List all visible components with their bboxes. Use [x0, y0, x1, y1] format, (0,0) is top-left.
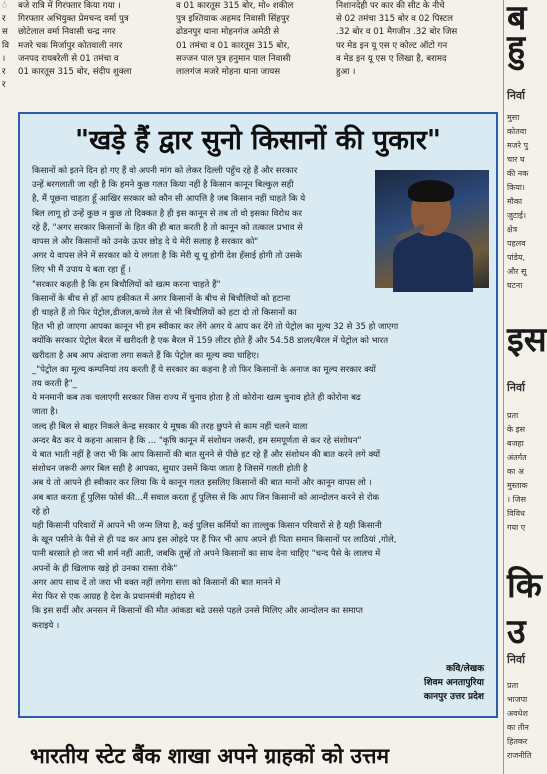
column-line: जनपद रायबरेली से 01 तमंचा व: [18, 53, 119, 64]
right-strip-text: और सू: [507, 267, 527, 276]
right-strip-text: राजनीति: [507, 751, 532, 760]
right-strip-text: । जिस: [507, 495, 526, 504]
right-strip-head: हु: [507, 28, 526, 68]
column-line: ं: [2, 1, 8, 11]
right-strip-text: विविध: [507, 509, 525, 518]
right-strip-text: क्षेत्र: [507, 225, 518, 234]
article-body-line: रहे हो: [32, 506, 50, 517]
article-body-line: बिल लागू हो उन्हें कुछ न कुछ तो दिक्कत है ही इस कानून से तब तो वो इसका विरोध कर: [32, 208, 303, 219]
article-body-line: ही चाहते हैं तो फिर पेट्रोल,डीजल,कच्चे तेल से भी बिचौलियों को हटा दो तो किसानों का: [32, 308, 297, 319]
column-line: स: [2, 27, 8, 38]
right-strip-text: मुस्ताक: [507, 481, 528, 490]
article-body-line: तय करती है"_: [32, 379, 77, 390]
right-strip-sub: निर्वा: [507, 653, 525, 666]
byline-name: शिवम अनतापुरिया: [424, 678, 484, 688]
right-strip-text: हितकर: [507, 737, 528, 746]
right-strip-text: मौका: [507, 197, 523, 206]
column-line: र: [2, 14, 6, 25]
right-strip-text: जुटाई।: [507, 211, 526, 220]
column-line: बजे रात्रि में गिरफ्तार किया गया ।: [18, 1, 121, 11]
article-body: [32, 164, 398, 633]
column-line: निशानदेही पर कार की सीट के नीचे: [336, 1, 445, 11]
bottom-headline: भारतीय स्टेट बैंक शाखा अपने ग्राहकों को उत्तम: [30, 743, 390, 768]
article-body-line: यही किसानी परिवारों में आपने भी जन्म लिया है, कई पुलिस कर्मियों का ताल्लुक किसान परिवारों से है यही किसानी: [32, 521, 382, 532]
article-body-line: है, मैं पूछना चाहता हूँ आखिर सरकार को कौन सी आपत्ति है जब किसान नहीं चाहते कि ये: [32, 194, 306, 205]
right-strip-text: भाजपा: [507, 695, 528, 704]
right-strip-text: कोतवा: [507, 127, 527, 136]
article-body-line: _"पेट्रोल का मूल्य कम्पनियां तय करती हैं ये सरकार का कहना है तो फिर किसानों के अनाज का मूल्य सरकार क्यों: [32, 364, 376, 375]
article-body-line: लिए भी मैं उपाय ये बता रहा हूँ ।: [32, 265, 131, 276]
article-body-line: अगर ये वापस लेने में सरकार को ये लगता है कि मेरी थू थू होगी देश हँसाई होगी तो उसके: [32, 251, 302, 262]
article-body-line: किसानों को इतने दिन हो गए हैं वो अपनी मांग को लेकर दिल्ली पहुँच रहे हैं और सरकार: [32, 166, 298, 176]
right-strip-text: गया ए: [507, 523, 526, 532]
right-strip-text: का अ: [507, 467, 524, 476]
column-line: हुआ ।: [336, 67, 356, 78]
column-line: पर मेड इन यू एस ए कोल्ट ऑटो गन: [336, 40, 448, 51]
article-body-line: कराइये ।: [32, 620, 60, 631]
right-strip-text: मजरे पु: [507, 141, 529, 150]
top-column-3: [176, 0, 328, 100]
column-line: पुत्र इश्तियाक अहमद निवासी सिंहपुर: [176, 14, 290, 25]
column-line: मजरे चक मिर्जापुर कोतवाली नगर: [18, 40, 123, 51]
right-strip-text: चार घ: [507, 155, 525, 164]
right-strip-text: प्रता: [507, 411, 519, 420]
photo-body-shape: [393, 232, 473, 292]
article-body-line: खरीदता है अब आप अंदाजा लगा सकते हैं कि पेट्रोल का मूल्य क्या चाहिए।: [32, 350, 260, 361]
right-strip-head: कि: [507, 566, 542, 606]
article-body-line: संशोधन जरूरी अगर बिल सही है आपका, सुधार उसमें किया जाता है जिसमें गलती होती है: [32, 464, 308, 475]
article-body-line: अन्दर बैठ कर ये कहना आसान है कि ... "कृषि कानून में संशोधन जरूरी, हम समपूर्णता से कर रहे संशोधन": [32, 435, 362, 446]
column-line: ।: [2, 53, 6, 64]
byline-place: कानपुर उत्तर प्रदेश: [423, 692, 484, 702]
column-line: से 02 तमंचा 315 बोर व 02 पिस्टल: [336, 14, 453, 25]
column-line: लालगंज मजरे मोहना थाना जायस: [176, 67, 281, 78]
byline-role: कवि/लेखक: [446, 664, 484, 674]
article-headline: "खड़े हैं द्वार सुनो किसानों की पुकार": [75, 125, 441, 156]
right-strip-head: उ: [507, 612, 526, 652]
right-strip-text: के इस: [507, 425, 526, 434]
article-body-line: हित भी हो जाएगा आपका कानून भी हम स्वीकार कर लेंगे अगर ये आप कर देंगे तो पेट्रोल का मूल्य 32 से 35 हो जाएगा: [32, 322, 399, 333]
article-body-line: वापस ले और किसानों को उनके ऊपर छोड़ दे ये मेरी सलाह है सरकार को": [32, 237, 259, 248]
column-line: .32 बोर व 01 मैगजीन .32 बोर जिस: [336, 27, 458, 38]
right-strip-text: प्रता: [507, 681, 519, 690]
article-body-line: ये मनमानी कब तक चलाएगी सरकार जिस राज्य में चुनाव होता है तो कोरोना खत्म चुनाव होते ही कोरोना बढ: [32, 393, 361, 404]
right-strip-text: बजहा: [507, 439, 524, 448]
top-news-columns: [0, 0, 505, 106]
column-line: वि: [2, 40, 10, 51]
column-line: सज्जन पाल पुत्र हनुमान पाल निवासी: [176, 53, 291, 64]
right-strip-text: की नक: [507, 169, 529, 178]
article-body-line: अगर आप साथ दें तो जरा भी वक्त नहीं लगेगा सत्ता को किसानों की बात मानने में: [32, 577, 281, 588]
right-strip-head: ब: [507, 0, 527, 38]
article-body-line: अपनों के ही खिलाफ खड़े हो उनका रास्ता रोके": [32, 563, 178, 574]
right-strip-text: मुसा: [507, 113, 520, 122]
column-line: छोटेलाल वर्मा निवासी चन्द्र नगर: [18, 27, 116, 38]
article-body-line: उन्हें बरगलाती जा रही है कि हमने कुछ गलत किया नहीं है किसान कानून बिल्कुल सही: [32, 180, 294, 191]
article-body-line: रहे हैं, "अगर सरकार किसानों के हित की ही बात करती है तो कानून को तत्काल प्रभाव से: [32, 222, 303, 233]
right-strip-text: पहलव: [507, 239, 526, 248]
article-box: [18, 112, 498, 718]
article-body-line: क्योंकि सरकार पेट्रोल बैरल में खरीदती है एक बैरल में 159 लीटर होते हैं और 54.58 डालर/बैरल में पेट्रोल को भारत: [32, 336, 389, 347]
right-column-strip: [503, 0, 547, 774]
article-body-line: पानी बरसाते हो जरा भी शर्म नहीं आती, जबकि तुम्हें तो अपने किसानों का साथ देना चाहिए "चन्द पैसे के लालच में: [32, 549, 381, 560]
column-line: 01 तमंचा व 01 कारतूस 315 बोर,: [176, 40, 290, 51]
right-strip-text: अंतर्गत: [507, 453, 527, 462]
right-strip-text: किया।: [507, 183, 525, 192]
article-body-line: के खून पसीने के पैसे से ही पढ कर आप इस ओहदे पर हैं फिर भी आप अपने ही पिता समान किसानों पर लाठियां ,गोले,: [32, 535, 397, 546]
right-strip-sub: निर्वा: [507, 89, 525, 102]
column-line: र: [2, 67, 6, 78]
article-body-line: अब ये तो आपने ही स्वीकार कर लिया कि ये कानून गलत इसलिए किसानों की बात मानों और कानून वापस लो ।: [32, 478, 372, 489]
right-strip-text: पांडेय,: [507, 253, 526, 262]
column-line: 01 कारतूस 315 बोर, संदीप शुक्ला: [18, 67, 132, 78]
top-column-4: [336, 0, 496, 100]
right-strip-text: घटना: [507, 281, 523, 290]
column-line: ढोडनपुर थाना मोहनगंज अमेठी से: [176, 27, 280, 38]
column-line: व 01 कारतूस 315 बोर, मो० शकील: [176, 1, 294, 11]
right-strip-text: अवधेश: [507, 709, 528, 718]
column-line: गिरफ्तार अभियुक्त प्रेमचन्द वर्मा पुत्र: [18, 14, 129, 25]
right-strip-text: का तीन: [507, 723, 529, 732]
top-column-1: [2, 0, 12, 100]
article-body-line: कि इस सर्दी और अनसन में किसानों की मौत आंकडा बढे उससे पहले उनसे मिलिए और आन्दोलन का समाप्त: [32, 606, 363, 617]
photo-hair-shape: [408, 180, 454, 202]
right-strip-head: इस: [507, 320, 547, 360]
article-body-line: अब बात करता हूँ पुलिस फोर्स की...मैं सवाल करता हूँ पुलिस से कि आप जिन किसानों को आन्दोलन करने से रोक: [32, 492, 380, 503]
column-line: व मेड इन यू एस ए लिखा है, बरामद: [336, 53, 447, 64]
right-strip-sub: निर्वा: [507, 381, 525, 394]
article-byline: [424, 662, 484, 704]
column-line: र: [2, 80, 6, 91]
article-body-line: मेरा फिर से एक आग्रह है देश के प्रधानमंत्री महोदय से: [32, 592, 195, 603]
article-body-line: किसानों के बीच से हाँ आप हकीकत में अगर किसानों के बीच से बिचौलियों को हटाना: [32, 293, 291, 304]
article-body-line: ये बात भाती नहीं है जरा भी कि आप किसानों की बात सुनने से पीछे हट रहे हैं और संशोधन की बात करने लगे क्यों: [32, 450, 381, 461]
article-body-line: जल्द ही बिल से बाहर निकले केन्द्र सरकार ये मूषक की तरह छुपने से काम नहीं चलने वाला: [32, 421, 308, 432]
article-body-line: जाता है।: [32, 407, 58, 418]
top-column-2: [18, 0, 168, 100]
article-body-line: "सरकार कहती है कि हम बिचौलियों को खत्म करना चाहते हैं": [32, 279, 221, 290]
